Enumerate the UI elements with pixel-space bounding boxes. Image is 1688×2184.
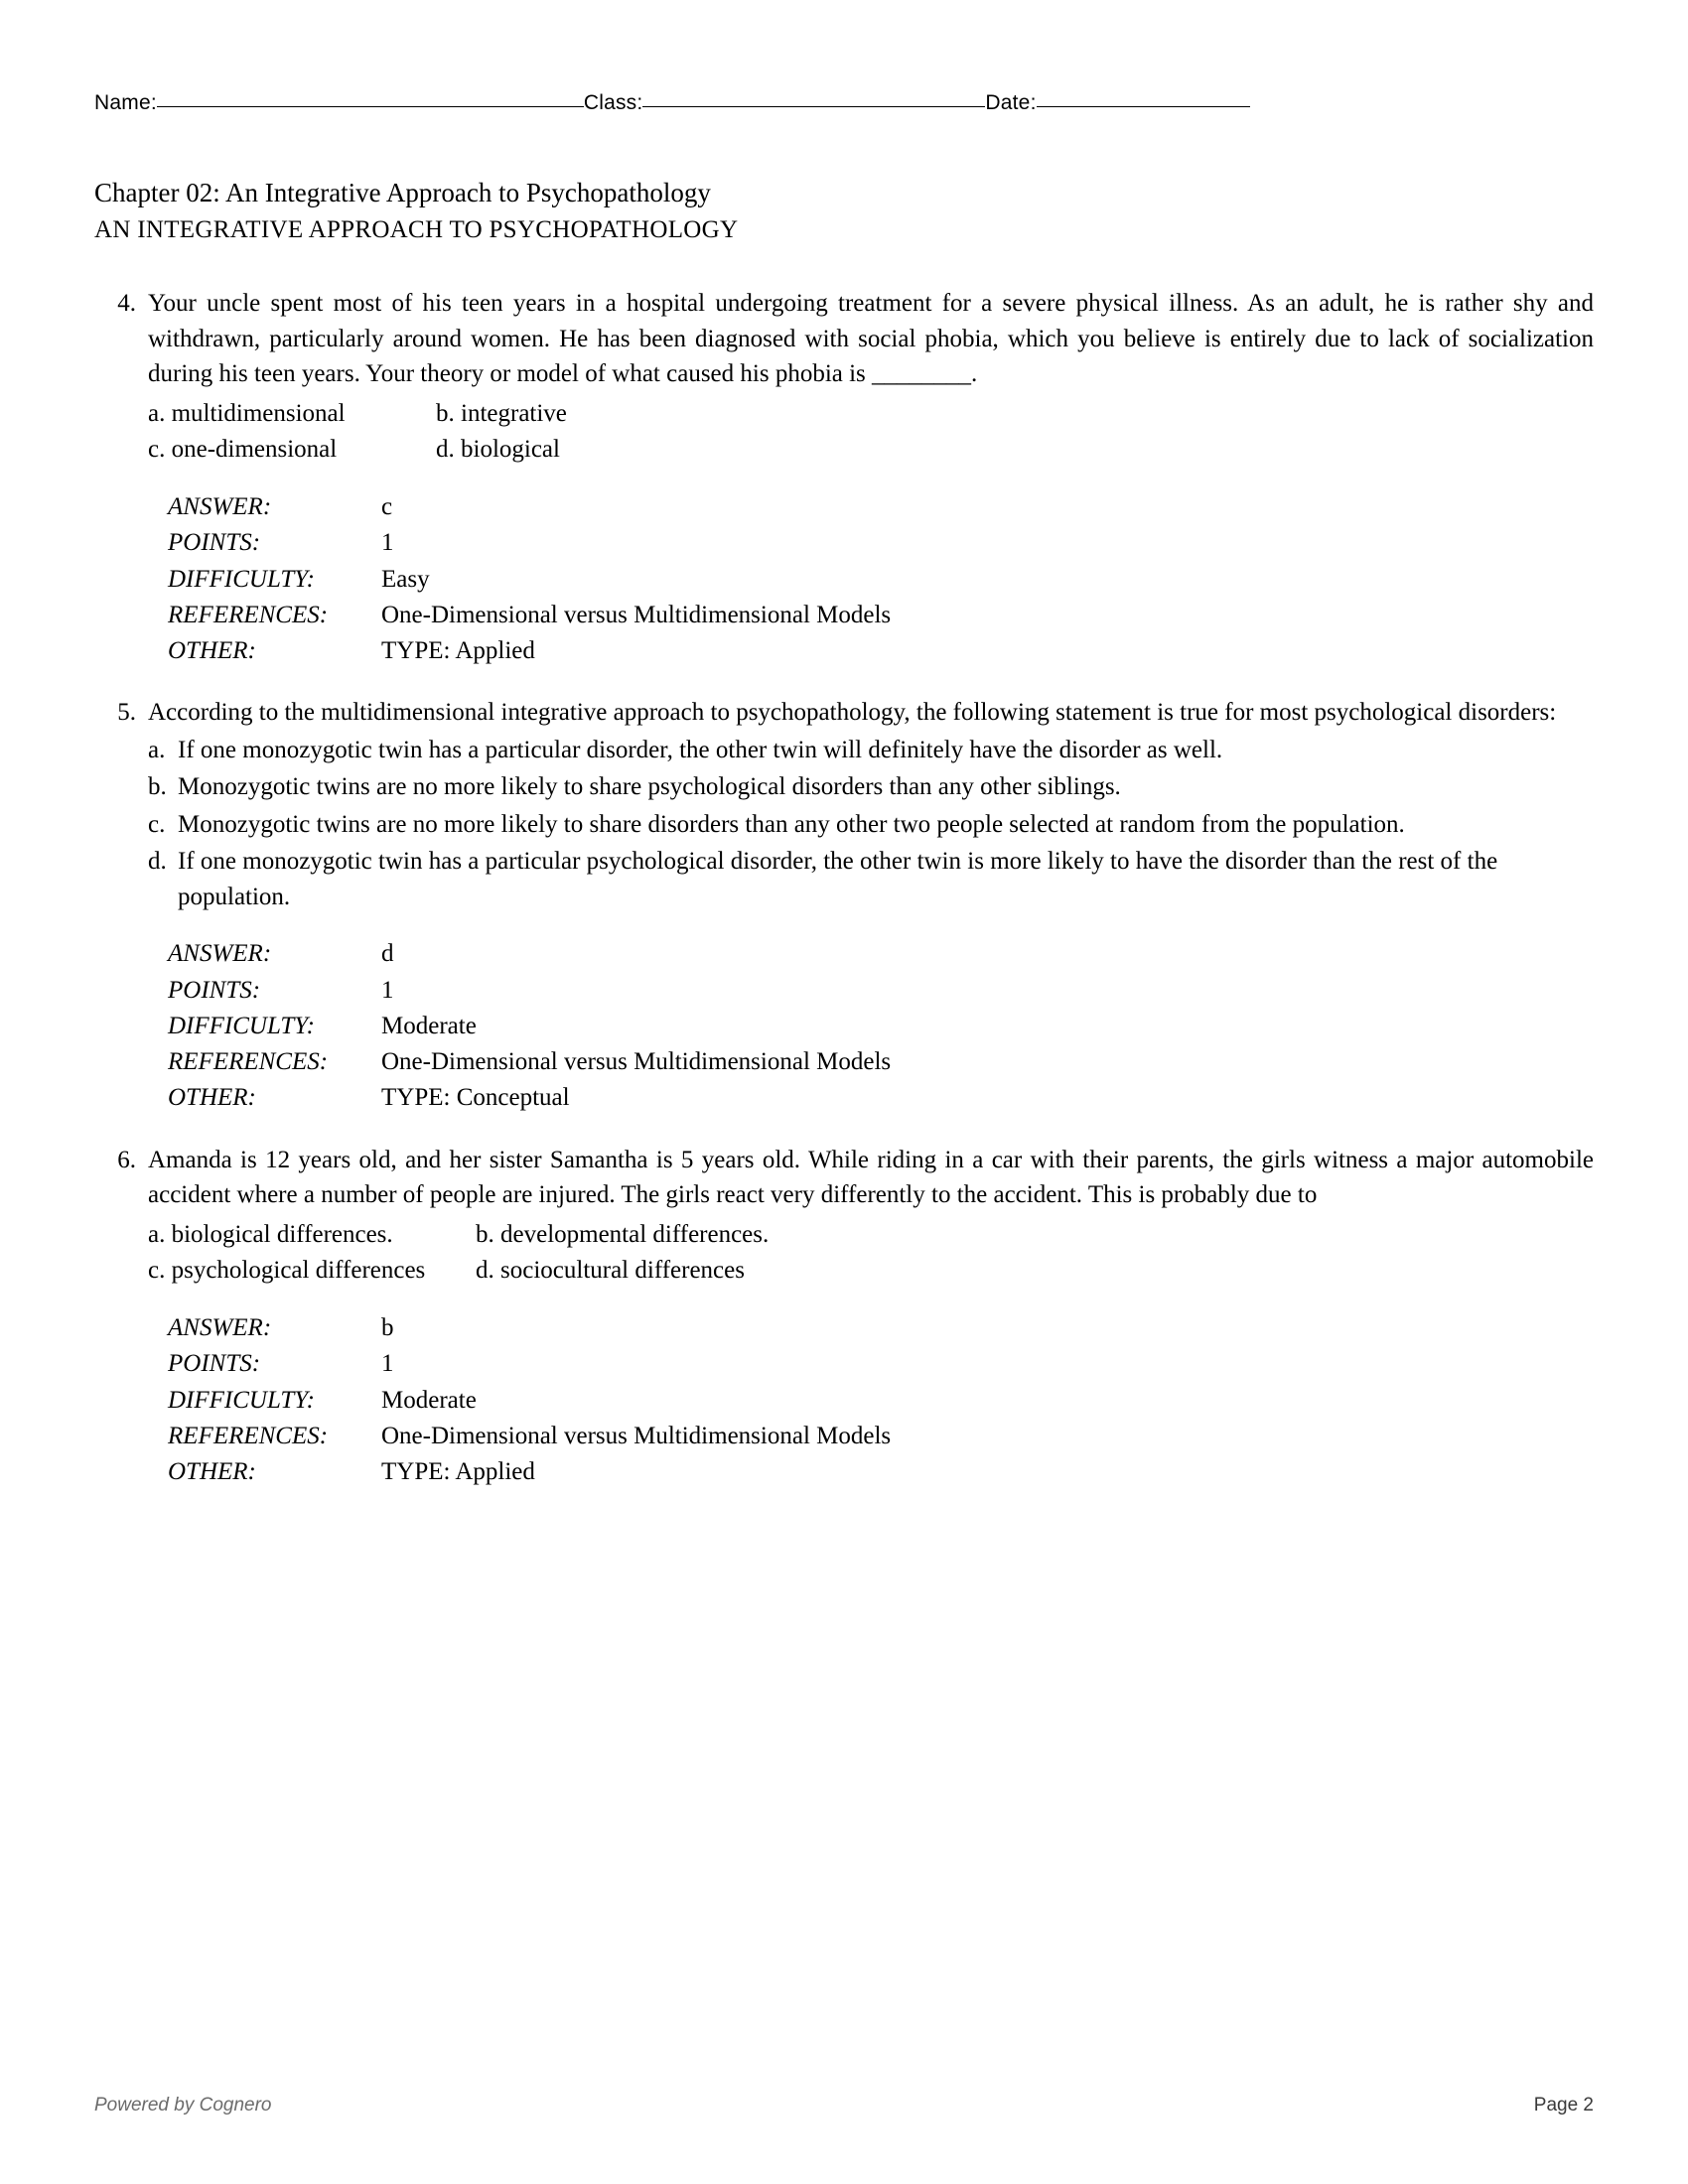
- points-label: POINTS:: [168, 976, 261, 1004]
- points-value: 1: [381, 976, 394, 1004]
- choice-text: If one monozygotic twin has a particular disorder, the other twin will definitely have the disorder as well.: [178, 736, 1223, 763]
- other-label: OTHER:: [168, 1458, 256, 1485]
- choice-letter: b.: [148, 773, 167, 801]
- choice-letter: d.: [148, 848, 167, 876]
- chapter-title: Chapter 02: An Integrative Approach to Psychopathology: [94, 178, 711, 207]
- page-number: Page 2: [1533, 2095, 1594, 2116]
- points-value: 1: [381, 529, 394, 557]
- choice-a[interactable]: [148, 733, 1594, 768]
- difficulty-label: DIFFICULTY:: [168, 565, 315, 593]
- references-value: One-Dimensional versus Multidimensional Models: [381, 601, 892, 628]
- class-label: Class:: [583, 91, 643, 114]
- references-value: One-Dimensional versus Multidimensional Models: [381, 1048, 892, 1075]
- answer-metadata: [168, 1310, 1594, 1490]
- points-value: 1: [381, 1350, 394, 1378]
- choice-b[interactable]: b. integrative: [436, 399, 567, 427]
- date-label: Date:: [985, 91, 1037, 114]
- choice-d[interactable]: d. sociocultural differences: [476, 1256, 745, 1284]
- answer-metadata: [168, 936, 1594, 1116]
- question-item: [94, 286, 1594, 669]
- choice-c[interactable]: c. one-dimensional: [148, 435, 338, 463]
- choices-grid: [148, 396, 1594, 469]
- name-label: Name:: [94, 91, 157, 114]
- question-stem: Amanda is 12 years old, and her sister Samantha is 5 years old. While riding in a car with their parents, the girls witness a major automobile accident where a number of people are injured. The girls react very differently to the accident. This is probably due to: [148, 1146, 1594, 1208]
- answer-value: c: [381, 493, 393, 520]
- references-label: REFERENCES:: [168, 601, 329, 628]
- difficulty-value: Moderate: [381, 1012, 477, 1039]
- answer-label: ANSWER:: [168, 1314, 272, 1341]
- other-value: TYPE: Applied: [381, 637, 535, 664]
- other-label: OTHER:: [168, 637, 256, 664]
- choice-c[interactable]: [148, 807, 1594, 843]
- references-label: REFERENCES:: [168, 1048, 329, 1075]
- answer-value: d: [381, 940, 394, 968]
- other-value: TYPE: Applied: [381, 1458, 535, 1485]
- choice-a[interactable]: a. multidimensional: [148, 399, 346, 427]
- answer-label: ANSWER:: [168, 493, 272, 520]
- choices-grid: [148, 1217, 1594, 1290]
- question-stem: According to the multidimensional integrative approach to psychopathology, the following statement is true for most psychological disorders:: [148, 699, 1557, 727]
- question-number: 4.: [117, 290, 136, 317]
- choice-d[interactable]: d. biological: [436, 435, 560, 463]
- points-label: POINTS:: [168, 529, 261, 557]
- question-item: [94, 695, 1594, 1116]
- date-blank-line[interactable]: [1037, 106, 1250, 107]
- choice-text: Monozygotic twins are no more likely to share psychological disorders than any other siblings.: [178, 773, 1121, 801]
- choices-list: [148, 733, 1594, 915]
- choice-text: Monozygotic twins are no more likely to share disorders than any other two people selected at random from the population.: [178, 810, 1405, 838]
- page-footer: [94, 2095, 1594, 2116]
- question-item: [94, 1143, 1594, 1491]
- difficulty-label: DIFFICULTY:: [168, 1012, 315, 1039]
- questions-container: [94, 286, 1594, 1516]
- choice-text: If one monozygotic twin has a particular psychological disorder, the other twin is more likely to have the disorder than the rest of the population.: [178, 848, 1498, 910]
- difficulty-value: Moderate: [381, 1386, 477, 1414]
- choice-letter: a.: [148, 736, 166, 763]
- question-stem: Your uncle spent most of his teen years in a hospital undergoing treatment for a severe physical illness. As an adult, he is rather shy and withdrawn, particularly around women. He has been diagnosed with social phobia, which you believe is entirely due to lack of socialization during his teen years. Your theory or model of what caused his phobia is ________.: [148, 290, 1594, 387]
- question-number: 5.: [117, 699, 136, 727]
- choice-c[interactable]: c. psychological differences: [148, 1256, 426, 1284]
- powered-by-label: Powered by Cognero: [94, 2095, 272, 2116]
- document-subtitle: AN INTEGRATIVE APPROACH TO PSYCHOPATHOLOGY: [94, 216, 739, 243]
- answer-metadata: [168, 489, 1594, 669]
- answer-label: ANSWER:: [168, 940, 272, 968]
- difficulty-label: DIFFICULTY:: [168, 1386, 315, 1414]
- choice-letter: c.: [148, 810, 166, 838]
- other-label: OTHER:: [168, 1084, 256, 1112]
- question-number: 6.: [117, 1146, 136, 1173]
- choice-b[interactable]: b. developmental differences.: [476, 1220, 770, 1248]
- other-value: TYPE: Conceptual: [381, 1084, 570, 1112]
- name-blank-line[interactable]: [157, 106, 584, 107]
- points-label: POINTS:: [168, 1350, 261, 1378]
- answer-value: b: [381, 1314, 394, 1341]
- choice-b[interactable]: [148, 769, 1594, 805]
- header-fields: [94, 91, 1594, 115]
- choice-d[interactable]: [148, 844, 1594, 914]
- choice-a[interactable]: a. biological differences.: [148, 1220, 393, 1248]
- references-value: One-Dimensional versus Multidimensional Models: [381, 1422, 892, 1449]
- difficulty-value: Easy: [381, 565, 430, 593]
- class-blank-line[interactable]: [642, 106, 985, 107]
- references-label: REFERENCES:: [168, 1422, 329, 1449]
